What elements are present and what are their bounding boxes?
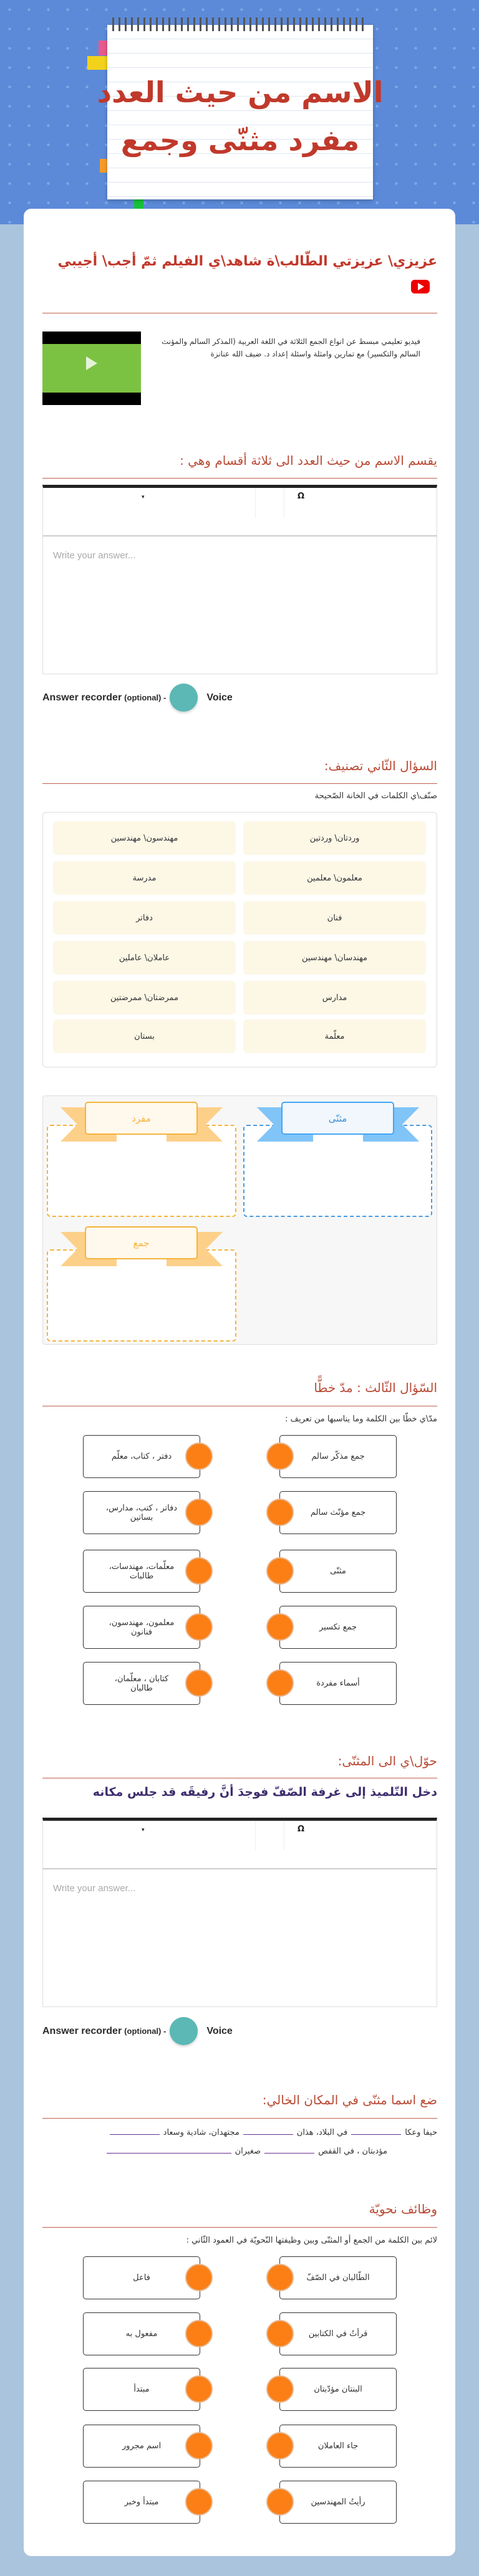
q5-title: ضع اسما مثنّى في المكان الخالي: [262, 2092, 437, 2107]
q3-title: السّؤال الثّالث : مدّ خطًّا [314, 1380, 437, 1395]
video-description: فيديو تعليمي مبسط عن انواع الجمع الثلاثة في اللغة العربية (المذكر السالم والمؤنث السالم والتكسير) مع تمارين وامثلة واسئلة إعداد د. ضيف الله عنانزة [161, 337, 420, 358]
match-connector-left[interactable] [185, 2320, 213, 2347]
bin-dual-ribbon [257, 1102, 419, 1142]
match-connector-left[interactable] [185, 1557, 213, 1585]
divider [42, 478, 437, 479]
match-term-text: جمع مذكّر سالم [311, 1452, 365, 1461]
toolbar-separator [255, 488, 256, 518]
q6-instruction: لائم بين الكلمة من الجمع أو المثنّى وبين وظيفتها النّحويّة في العمود الثّاني : [186, 2236, 437, 2245]
q4-title: حوّل\ي الى المثنّى: [337, 1753, 437, 1768]
q3-instruction: مدّ\ي خطّا بين الكلمة وما يناسبها من تعريف : [285, 1414, 437, 1424]
bin-plural-label: جمع [85, 1226, 198, 1259]
match-connector-left[interactable] [185, 1499, 213, 1526]
match-definition [83, 1662, 200, 1705]
divider [42, 2227, 437, 2228]
header-banner [0, 0, 479, 224]
bin-plural-ribbon [60, 1226, 223, 1266]
match-definition [83, 2481, 200, 2524]
recorder-label: Answer recorder [42, 692, 122, 703]
word-tile[interactable]: مدارس [243, 981, 426, 1014]
q6-title: وظائف نحويّة [369, 2202, 437, 2216]
play-icon [86, 356, 97, 370]
q1-editor [42, 485, 437, 674]
editor-toolbar [43, 488, 437, 537]
fill-text: مجتهدان، شادية وسعاد [163, 2128, 240, 2137]
match-connector-left[interactable] [185, 1669, 213, 1697]
match-term-text: البنتان مؤدّبتان [314, 2385, 362, 2394]
word-tile[interactable]: مهندسون\ مهندسين [53, 821, 236, 855]
word-tile[interactable]: بستان [53, 1019, 236, 1053]
q4-answer-input[interactable] [43, 1869, 437, 2004]
video-thumbnail[interactable] [42, 332, 141, 405]
word-tile[interactable]: وردتان\ وردتين [243, 821, 426, 855]
match-term-text: جاء العاملان [317, 2441, 359, 2451]
match-term-text: قرأتُ في الكتابين [308, 2329, 368, 2339]
q4-answer-recorder [42, 2017, 233, 2045]
match-definition [83, 2256, 200, 2299]
format-dropdown-icon[interactable]: ▾ [142, 1827, 145, 1833]
recorder-voice-label: Voice [206, 692, 233, 703]
match-term-text: رأيتُ المهندسين [311, 2497, 365, 2507]
match-term-text: مثنّى [330, 1567, 346, 1576]
match-connector-right[interactable] [266, 2375, 294, 2403]
match-term [279, 2481, 397, 2524]
fill-in-exercise [42, 2124, 437, 2161]
match-term-text: جمع مؤنّث سالم [310, 1508, 366, 1517]
word-tile[interactable]: مدرسة [53, 861, 236, 895]
notepad-tab-yellow [87, 56, 109, 70]
word-tile[interactable]: معلمون\ معلمين [243, 861, 426, 895]
recorder-label: Answer recorder [42, 2025, 122, 2036]
match-connector-left[interactable] [185, 2488, 213, 2516]
recorder-voice-label: Voice [206, 2025, 233, 2036]
match-connector-right[interactable] [266, 2320, 294, 2347]
match-term [279, 2312, 397, 2355]
blank-input[interactable] [243, 2126, 293, 2135]
match-definition [83, 1491, 200, 1534]
match-definition-text: مبتدأ [133, 2385, 150, 2394]
youtube-icon [411, 280, 430, 293]
match-definition-text: معلمون، مهندسون، فنانون [109, 1618, 175, 1637]
page-title-line1: الاسم من حيث العدد [97, 75, 384, 109]
video-title-text: عزيزي\ عزيزتي الطّالب\ة شاهد\ي الفيلم ثمّ أجب\ أجيبي [57, 254, 437, 269]
match-connector-left[interactable] [185, 2264, 213, 2291]
match-term-text: جمع تكسير [319, 1623, 357, 1632]
match-term [279, 1662, 397, 1705]
editor-toolbar [43, 1821, 437, 1869]
special-character-icon[interactable]: Ω [298, 1825, 305, 1834]
match-definition-text: مبتدأ وخبر [124, 2497, 159, 2507]
match-connector-right[interactable] [266, 1669, 294, 1697]
q1-title: يقسم الاسم من حيث العدد الى ثلاثة أقسام وهي : [180, 453, 437, 468]
word-tile[interactable]: مهندسان\ مهندسين [243, 941, 426, 975]
notepad-spiral [112, 17, 368, 31]
match-term [279, 1435, 397, 1478]
special-character-icon[interactable]: Ω [298, 492, 305, 501]
match-connector-left[interactable] [185, 2375, 213, 2403]
match-definition-text: كتابان ، معلّمان، طالبان [114, 1674, 169, 1693]
bin-singular-ribbon [60, 1102, 223, 1142]
match-connector-right[interactable] [266, 1557, 294, 1585]
fill-text: حيفا وعكا [405, 2128, 437, 2137]
record-button[interactable] [170, 2017, 198, 2045]
match-connector-left[interactable] [185, 1443, 213, 1470]
fill-text: صغيران [235, 2147, 261, 2156]
q1-answer-recorder [42, 684, 233, 712]
video-section-title [42, 249, 437, 299]
word-tile[interactable]: دفاتر [53, 901, 236, 935]
match-term [279, 1550, 397, 1593]
match-term-text: الطّالبان في الصّفّ [306, 2273, 370, 2283]
page-title-line2: مفرد مثنّى وجمع [120, 123, 360, 157]
match-term [279, 2368, 397, 2411]
match-definition-text: اسم مجرور [122, 2441, 162, 2451]
notepad-image [97, 25, 384, 199]
blank-input[interactable] [264, 2145, 314, 2154]
fill-text: في البلاد، هذان [296, 2128, 348, 2137]
match-connector-left[interactable] [185, 2432, 213, 2459]
blank-input[interactable] [351, 2126, 401, 2135]
word-tile[interactable]: فنان [243, 901, 426, 935]
match-definition [83, 1606, 200, 1649]
match-term-text: أسماء مفردة [316, 1679, 360, 1688]
match-connector-right[interactable] [266, 2432, 294, 2459]
recorder-optional: (optional) - [124, 2026, 167, 2036]
fill-in-line-2 [42, 2142, 437, 2161]
match-definition [83, 1435, 200, 1478]
recorder-optional: (optional) - [124, 693, 167, 702]
match-definition-text: فاعل [133, 2273, 150, 2283]
format-dropdown-icon[interactable]: ▾ [142, 494, 145, 500]
q2-instruction: صنّف\ي الكلمات في الخانة الصّحيحة [314, 791, 437, 801]
blank-input[interactable] [107, 2145, 231, 2154]
match-definition [83, 2425, 200, 2468]
match-connector-right[interactable] [266, 2488, 294, 2516]
match-term [279, 2425, 397, 2468]
match-connector-right[interactable] [266, 1499, 294, 1526]
q1-answer-input[interactable] [43, 537, 437, 671]
word-tile[interactable]: عاملان\ عاملين [53, 941, 236, 975]
divider [42, 783, 437, 784]
word-tile[interactable]: معلّمة [243, 1019, 426, 1053]
match-definition [83, 1550, 200, 1593]
match-connector-right[interactable] [266, 1613, 294, 1641]
match-definition [83, 2312, 200, 2355]
match-term [279, 2256, 397, 2299]
word-tile[interactable]: ممرضتان\ ممرضتين [53, 981, 236, 1014]
fill-text: مؤدبتان ، في القفص [318, 2147, 387, 2156]
record-button[interactable] [170, 684, 198, 712]
match-definition-text: معلّمات، مهندسات، طالبات [109, 1562, 175, 1581]
match-connector-right[interactable] [266, 2264, 294, 2291]
divider [42, 2118, 437, 2119]
q4-question: دخل التّلميذ إلى غرفة الصّفّ فوجدَ أنَّ رفيقَه قد جلس مكانه [92, 1785, 437, 1799]
blank-input[interactable] [110, 2126, 160, 2135]
fill-in-line-1 [42, 2124, 437, 2142]
bin-singular-label: مفرد [85, 1102, 198, 1135]
q4-editor [42, 1818, 437, 2007]
match-definition [83, 2368, 200, 2411]
match-definition-text: مفعول به [125, 2329, 158, 2339]
match-term [279, 1491, 397, 1534]
match-definition-text: دفاتر ، كتب، مدارس، بساتين [105, 1503, 178, 1522]
match-connector-right[interactable] [266, 1443, 294, 1470]
match-connector-left[interactable] [185, 1613, 213, 1641]
match-term [279, 1606, 397, 1649]
toolbar-separator [255, 1821, 256, 1851]
match-definition-text: دفتر ، كتاب، معلّم [111, 1452, 172, 1461]
q2-title: السؤال الثّاني تصنيف: [324, 758, 437, 773]
bin-dual-label: مثنّى [281, 1102, 394, 1135]
